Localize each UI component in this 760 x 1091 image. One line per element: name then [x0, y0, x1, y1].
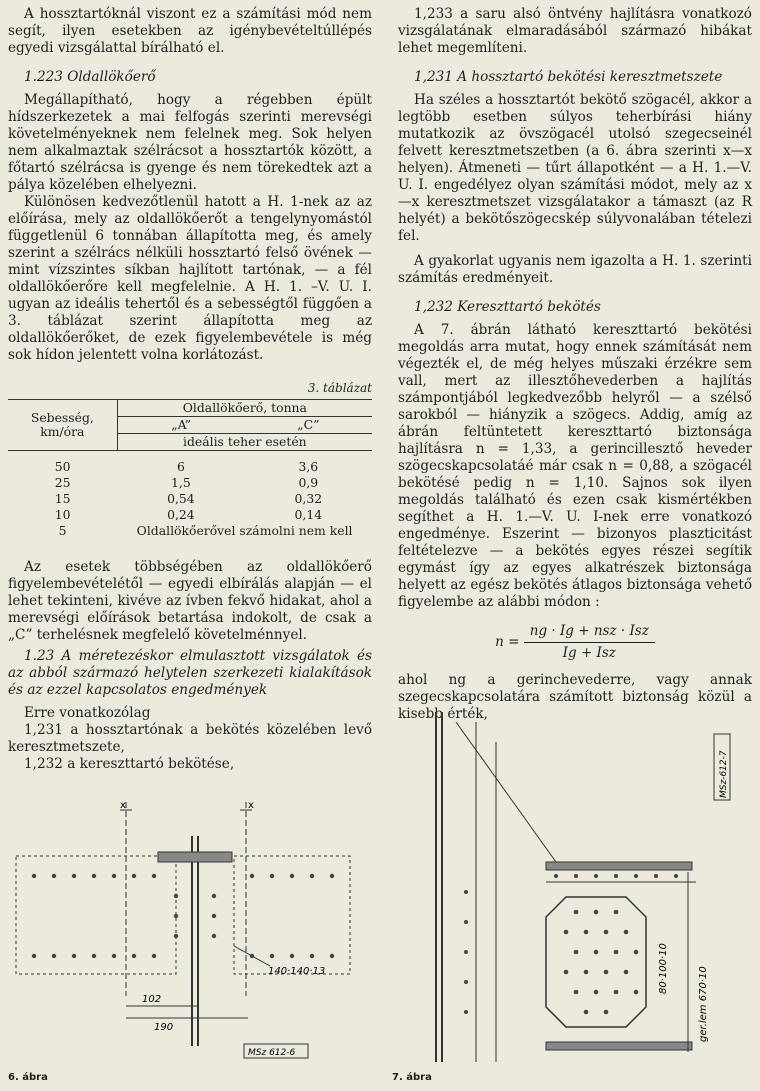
safety-formula — [398, 623, 752, 662]
formula-denominator: Ig + Isz — [562, 645, 616, 661]
fig6-angle-dim: 140·140·13 — [268, 966, 326, 977]
formula-lhs: n = — [495, 634, 520, 650]
table-row-last: 5 Oldallökőerővel számolni nem kell — [58, 523, 353, 538]
right-paragraph-5: ahol ng a gerinchevederre, vagy annak szegecskapcsolatára számított biztonság közül a kisebb érték, — [398, 672, 752, 722]
left-paragraph-2: Megállapítható, hogy a régebben épült hídszerkezetek a mai felfogás szerinti merevségi követelményeknek nem felelnek meg. Sok helyen nem alkalmaztak szélrácsot a hossztartók között, a főtartó szélrácsa is gyenge és nem törekedtek azt a pálya közelében elhelyezni. — [8, 92, 372, 193]
figure-7-caption: 7. ábra — [392, 1072, 432, 1083]
section-mark-left: x — [120, 800, 126, 811]
figure-6-drawing — [8, 796, 380, 1068]
fig7-angle-dim: 80·100·10 — [658, 943, 669, 994]
left-paragraph-7: 1,232 a kereszttartó bekötése, — [24, 756, 235, 772]
left-paragraph-4: Az esetek többségében az oldallökőerő figyelembevételétől — egyedi elbírálás alapján — el lehet tekinteni, kivéve az ívben fekvő hidakat, ahol a merevségi előírások betartása indokolt, de csak a „C” terhelésnek megfelelő követelménnyel. — [8, 559, 372, 643]
right-paragraph-4: A 7. ábrán látható kereszttartó bekötési megoldás arra mutat, hogy ennek számítását nem végezték el, de még helyes műszaki érzékre sem vall, mert az illesztőhevederben a hajlítás számpontjából legkedvezőbb helyről — a szélső sarokból — hiányzik a szögecs. Addig, amíg az ábrán feltüntetett kereszttartó biztonsága hajlításra n = 1,33, a gerincillesztő heveder szögecskapcsolatáé már csak n = 0,88, a szögacél bekötésé pedig n = 1,10. Sajnos sok ilyen megoldás található és ezen csak kismértékben segíthet a H. 1.—V. U. I-nek erre vonatkozó engedménye. Eszerint — bizonyos plaszticitást feltételezve — a bekötés egyes részei segítik egymást így az egyes alkatrészek biztonsága helyett az egész bekötés átlagos biztonsága vehető figyelembe az alábbi módon : — [398, 322, 752, 610]
left-paragraph-1: A hossztartóknál viszont ez a számítási mód nem segít, ilyen esetekben az igénybevételtúllépés egyedi vizsgálattal bírálható el. — [8, 6, 372, 56]
section-heading-1223: 1.223 Oldallökőerő — [24, 69, 156, 85]
table-col-header: Oldallökőerő, tonna — [117, 400, 372, 417]
figure-6-caption: 6. ábra — [8, 1072, 48, 1083]
table-row-header — [8, 400, 117, 451]
left-paragraph-3: Különösen kedvezőtlenül hatott a H. 1-nek az az előírása, mely az oldallökőerőt a tengelynyomástól függetlenül 6 tonnában állapította meg, és amely szerint a szélrács nélküli hossztartó felső övének — mint vízszintes síkban hajlított tartónak, — a fél oldallökőerőre kell megfelelnie. A H. 1. –V. U. I. ugyan az ideális tehertől és a sebességtől függően a 3. táblázat szerint állapította meg az oldallökőerőket, de ezek figyelembevétele is még sok hídon jelentett volna korlátozást. — [8, 194, 372, 363]
left-paragraph-6: 1,231 a hossztartónak a bekötés közelében levő keresztmetszete, — [8, 722, 372, 755]
left-column — [8, 6, 372, 773]
fig6-ref: MSz 612-6 — [248, 1048, 296, 1058]
row-header-line1: Sebesség, — [30, 410, 94, 425]
formula-numerator: ng · Ig + nsz · Isz — [524, 623, 655, 643]
table-row: 25 1,5 0,9 — [54, 475, 319, 490]
right-column — [398, 6, 752, 723]
table-row: 50 6 3,6 — [54, 459, 319, 474]
right-paragraph-1: 1,233 a saru alsó öntvény hajlításra vonatkozó vizsgálatának elmaradásából származó hibákat lehet megemlíteni. — [398, 6, 752, 56]
table-sub-note: ideális teher esetén — [117, 434, 372, 451]
fig6-dim-190: 190 — [154, 1022, 174, 1033]
formula-fraction — [524, 623, 655, 662]
table-sub-c: „C” — [245, 417, 372, 434]
section-heading-1231: 1,231 A hossztartó bekötési keresztmetszete — [414, 69, 723, 85]
section-heading-1232: 1,232 Kereszttartó bekötés — [414, 299, 601, 315]
figure-7-drawing — [396, 712, 756, 1068]
table-label: 3. táblázat — [307, 381, 372, 395]
right-paragraph-3: A gyakorlat ugyanis nem igazolta a H. 1. szerinti számítás eredményeit. — [398, 253, 752, 286]
table-row: 15 0,54 0,32 — [54, 491, 323, 506]
right-paragraph-2: Ha széles a hossztartót bekötő szögacél, akkor a legtöbb esetben súlyos teherbírási hiány mutatkozik az övszögacél utolsó szegecseinél felvett keresztmetszetben (a 6. ábra szerinti x—x helyen). Átmeneti — tűrt állapotként — a H. 1.—V. U. I. engedélyez olyan számítási módot, mely az x—x keresztmetszet vizsgálatakor a támaszt (az R helyét) a bekötőszögecskép súlyvonalában tételezi fel. — [398, 92, 752, 244]
table-sub-a: „A” — [117, 417, 244, 434]
section-heading-123: 1.23 A méretezéskor elmulasztott vizsgálatok és az abból származó helytelen szerkezeti kialakítások és az ezzel kapcsolatos engedmények — [8, 648, 372, 698]
section-mark-right: x — [248, 800, 254, 811]
side-force-table — [8, 399, 372, 539]
left-paragraph-5: Erre vonatkozólag — [24, 705, 151, 721]
fig7-ref: MSz-612-7 — [719, 750, 729, 798]
fig7-web-dim: ger.lem 670·10 — [698, 966, 709, 1042]
fig6-dim-102: 102 — [142, 994, 162, 1005]
table-row: 10 0,24 0,14 — [54, 507, 323, 522]
row-header-line2: km/óra — [40, 424, 85, 439]
